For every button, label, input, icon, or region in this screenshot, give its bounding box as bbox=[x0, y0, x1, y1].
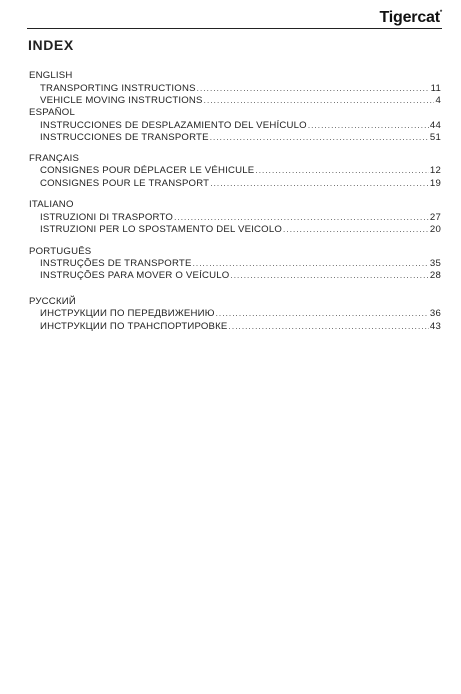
entry-page: 35 bbox=[429, 258, 441, 270]
entry-page: 51 bbox=[429, 132, 441, 144]
dot-leader bbox=[229, 321, 429, 333]
dot-leader bbox=[197, 83, 430, 95]
entry-label: INSTRUCCIONES DE DESPLAZAMIENTO DEL VEHÍCULO bbox=[40, 119, 307, 131]
entry-page: 28 bbox=[429, 270, 441, 282]
dot-leader bbox=[210, 132, 429, 144]
index-entry[interactable] bbox=[29, 224, 441, 236]
section-portugues bbox=[29, 246, 441, 283]
entry-label: INSTRUÇÕES DE TRANSPORTE bbox=[40, 258, 192, 270]
section-espanol bbox=[29, 107, 441, 144]
brand-logo bbox=[380, 9, 443, 27]
dot-leader bbox=[216, 308, 429, 320]
dot-leader bbox=[210, 178, 429, 190]
page-title: INDEX bbox=[28, 37, 74, 53]
section-francais bbox=[29, 153, 441, 190]
entry-label: INSTRUCCIONES DE TRANSPORTE bbox=[40, 132, 209, 144]
section-spacer bbox=[29, 283, 441, 296]
trademark-mark: * bbox=[439, 10, 442, 16]
entry-page: 43 bbox=[429, 320, 441, 332]
section-spacer bbox=[29, 145, 441, 153]
section-spacer bbox=[29, 190, 441, 199]
entry-label: INSTRUÇÕES PARA MOVER O VEÍCULO bbox=[40, 270, 230, 282]
index-entry[interactable] bbox=[29, 178, 441, 190]
dot-leader bbox=[204, 95, 435, 107]
index-entry[interactable] bbox=[29, 95, 441, 107]
entry-page: 20 bbox=[429, 224, 441, 236]
entry-page: 4 bbox=[435, 94, 441, 106]
dot-leader bbox=[230, 270, 429, 282]
index-entry[interactable] bbox=[29, 321, 441, 333]
entry-label: ISTRUZIONI DI TRASPORTO bbox=[40, 211, 174, 223]
dot-leader bbox=[193, 258, 429, 270]
entry-label: CONSIGNES POUR LE TRANSPORT bbox=[40, 177, 210, 189]
entry-label: VEHICLE MOVING INSTRUCTIONS bbox=[40, 94, 203, 106]
entry-label: ИНСТРУКЦИИ ПО ПЕРЕДВИЖЕНИЮ bbox=[40, 308, 215, 320]
index-list bbox=[29, 70, 441, 333]
section-spacer bbox=[29, 237, 441, 246]
dot-leader bbox=[255, 165, 429, 177]
dot-leader bbox=[283, 224, 429, 236]
entry-page: 12 bbox=[429, 165, 441, 177]
index-entry[interactable] bbox=[29, 258, 441, 270]
entry-page: 11 bbox=[430, 82, 441, 94]
section-label: ENGLISH bbox=[29, 70, 73, 81]
index-entry[interactable] bbox=[29, 165, 441, 177]
entry-page: 36 bbox=[429, 308, 441, 320]
dot-leader bbox=[308, 120, 429, 132]
entry-page: 27 bbox=[429, 211, 441, 223]
index-entry[interactable] bbox=[29, 132, 441, 144]
section-italiano bbox=[29, 199, 441, 236]
entry-page: 19 bbox=[429, 177, 441, 189]
section-label: FRANÇAIS bbox=[29, 152, 80, 164]
header-rule bbox=[27, 28, 442, 29]
section-label: РУССКИЙ bbox=[29, 295, 76, 307]
index-entry[interactable] bbox=[29, 83, 441, 95]
entry-label: ИНСТРУКЦИИ ПО ТРАНСПОРТИРОВКЕ bbox=[40, 320, 228, 332]
entry-label: ISTRUZIONI PER LO SPOSTAMENTO DEL VEICOLO bbox=[40, 224, 283, 236]
index-entry[interactable] bbox=[29, 120, 441, 132]
index-entry[interactable] bbox=[29, 308, 441, 320]
section-russian bbox=[29, 296, 441, 333]
section-label: PORTUGUÊS bbox=[29, 245, 92, 257]
dot-leader bbox=[174, 212, 429, 224]
entry-page: 44 bbox=[429, 119, 441, 131]
index-entry[interactable] bbox=[29, 212, 441, 224]
index-entry[interactable] bbox=[29, 270, 441, 282]
entry-label: CONSIGNES POUR DÉPLACER LE VÉHICULE bbox=[40, 165, 255, 177]
section-label: ESPAÑOL bbox=[29, 107, 76, 119]
entry-label: TRANSPORTING INSTRUCTIONS bbox=[40, 82, 196, 94]
section-english bbox=[29, 70, 441, 107]
brand-name: Tigercat bbox=[379, 9, 440, 26]
section-label: ITALIANO bbox=[29, 199, 74, 211]
